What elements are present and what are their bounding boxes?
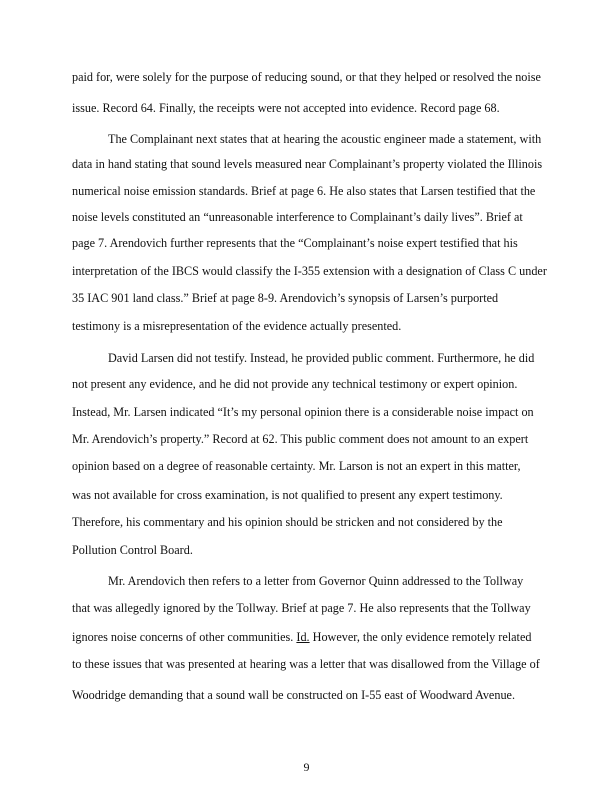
paragraph-2-line-7: Therefore, his commentary and his opinion should be stricken and not considered by the [72,515,503,529]
paragraph-2-line-3: Instead, Mr. Larsen indicated “It’s my personal opinion there is a considerable noise impact on [72,405,534,419]
paragraph-2-line-1: David Larsen did not testify. Instead, he provided public comment. Furthermore, he did [108,351,535,365]
paragraph-2-line-6: was not available for cross examination, is not qualified to present any expert testimony. [72,488,503,502]
paragraph-2-line-4: Mr. Arendovich’s property.” Record at 62. This public comment does not amount to an expert [72,432,529,446]
page-number: 9 [303,760,310,774]
paragraph-1-line-3: numerical noise emission standards. Brief at page 6. He also states that Larsen testified that the [72,184,536,198]
paragraph-3-line-1: Mr. Arendovich then refers to a letter from Governor Quinn addressed to the Tollway [108,574,524,588]
paragraph-3-line-5: Woodridge demanding that a sound wall be constructed on I-55 east of Woodward Avenue. [72,688,515,702]
id-citation: Id. [296,630,310,644]
text-line-2: issue. Record 64. Finally, the receipts were not accepted into evidence. Record page 68. [72,101,500,115]
paragraph-1-line-4: noise levels constituted an “unreasonable interference to Complainant’s daily lives”. Brief at [72,210,523,224]
paragraph-3-line-4: to these issues that was presented at hearing was a letter that was disallowed from the Village of [72,657,540,671]
paragraph-2-line-8: Pollution Control Board. [72,543,193,557]
paragraph-1-line-5: page 7. Arendovich further represents that the “Complainant’s noise expert testified that his [72,236,518,250]
paragraph-1-line-2: data in hand stating that sound levels measured near Complainant’s property violated the Illinois [72,157,543,171]
paragraph-1-line-8: testimony is a misrepresentation of the evidence actually presented. [72,319,402,333]
paragraph-1-line-6: interpretation of the IBCS would classify the I-355 extension with a designation of Class C under [72,264,547,278]
paragraph-1-line-7: 35 IAC 901 land class.” Brief at page 8-9. Arendovich’s synopsis of Larsen’s purported [72,291,499,305]
paragraph-3-line-3-text-a: ignores noise concerns of other communities. [72,630,297,644]
paragraph-2-line-2: not present any evidence, and he did not provide any technical testimony or expert opinion. [72,377,518,391]
text-line-1: paid for, were solely for the purpose of reducing sound, or that they helped or resolved the noise [72,70,541,84]
paragraph-2-line-5: opinion based on a degree of reasonable certainty. Mr. Larson is not an expert in this matter, [72,459,521,473]
paragraph-3-line-3-text-b: However, the only evidence remotely related [309,630,532,644]
paragraph-1-line-1: The Complainant next states that at hearing the acoustic engineer made a statement, with [108,132,542,146]
paragraph-3-line-2: that was allegedly ignored by the Tollway. Brief at page 7. He also represents that the Tollway [72,601,531,615]
paragraph-3-line-3 [72,630,531,644]
